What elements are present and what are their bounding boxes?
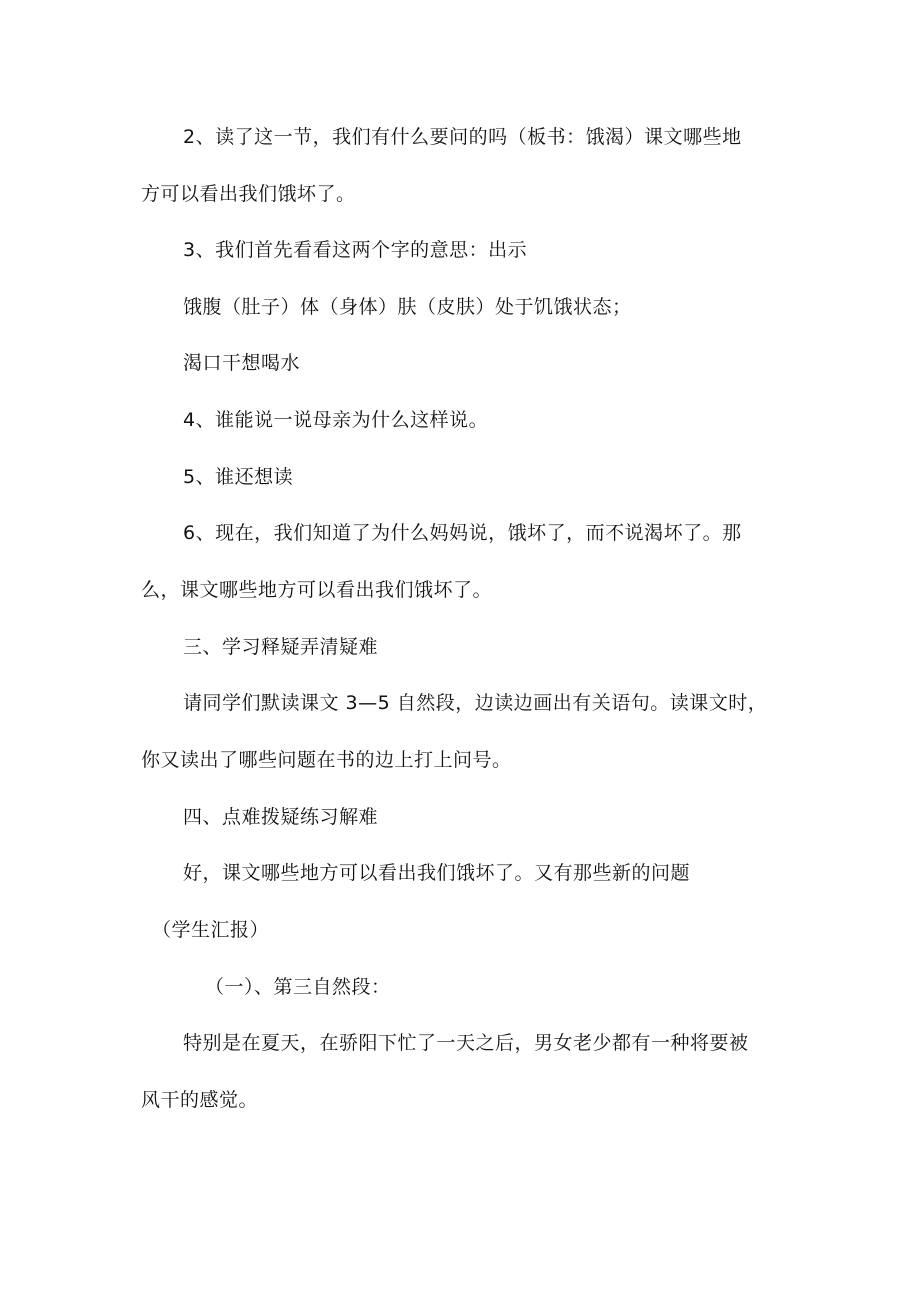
paragraph-line: 么，课文哪些地方可以看出我们饿坏了。 (141, 579, 493, 601)
paragraph-line: 饿腹（肚子）体（身体）肤（皮肤）处于饥饿状态； (183, 296, 632, 318)
subsection-heading: （一）、第三自然段： (205, 976, 391, 998)
section-heading: 三、学习释疑弄清疑难 (183, 636, 379, 658)
paragraph-line: 4、谁能说一说母亲为什么这样说。 (183, 409, 489, 431)
paragraph-line: 3、我们首先看看这两个字的意思：出示 (183, 239, 528, 261)
paragraph-line: 请同学们默读课文 3—5 自然段，边读边画出有关语句。读课文时， (183, 692, 768, 714)
paragraph-line: 2、读了这一节，我们有什么要问的吗（板书：饿渴）课文哪些地 (183, 126, 742, 148)
paragraph-line: 渴口干想喝水 (183, 352, 301, 374)
paragraph-line: 你又读出了哪些问题在书的边上打上问号。 (141, 749, 512, 771)
paragraph-line: 好，课文哪些地方可以看出我们饿坏了。又有那些新的问题 (183, 862, 691, 884)
section-heading: 四、点难拨疑练习解难 (183, 806, 379, 828)
paragraph-line: 风干的感觉。 (141, 1089, 259, 1111)
paragraph-line: 方可以看出我们饿坏了。 (141, 183, 356, 205)
paragraph-line: 特别是在夏天，在骄阳下忙了一天之后，男女老少都有一种将要被 (183, 1032, 749, 1054)
paragraph-line: 5、谁还想读 (183, 466, 294, 488)
paragraph-line: （学生汇报） (152, 919, 270, 941)
paragraph-line: 6、现在，我们知道了为什么妈妈说，饿坏了，而不说渴坏了。那 (183, 522, 742, 544)
